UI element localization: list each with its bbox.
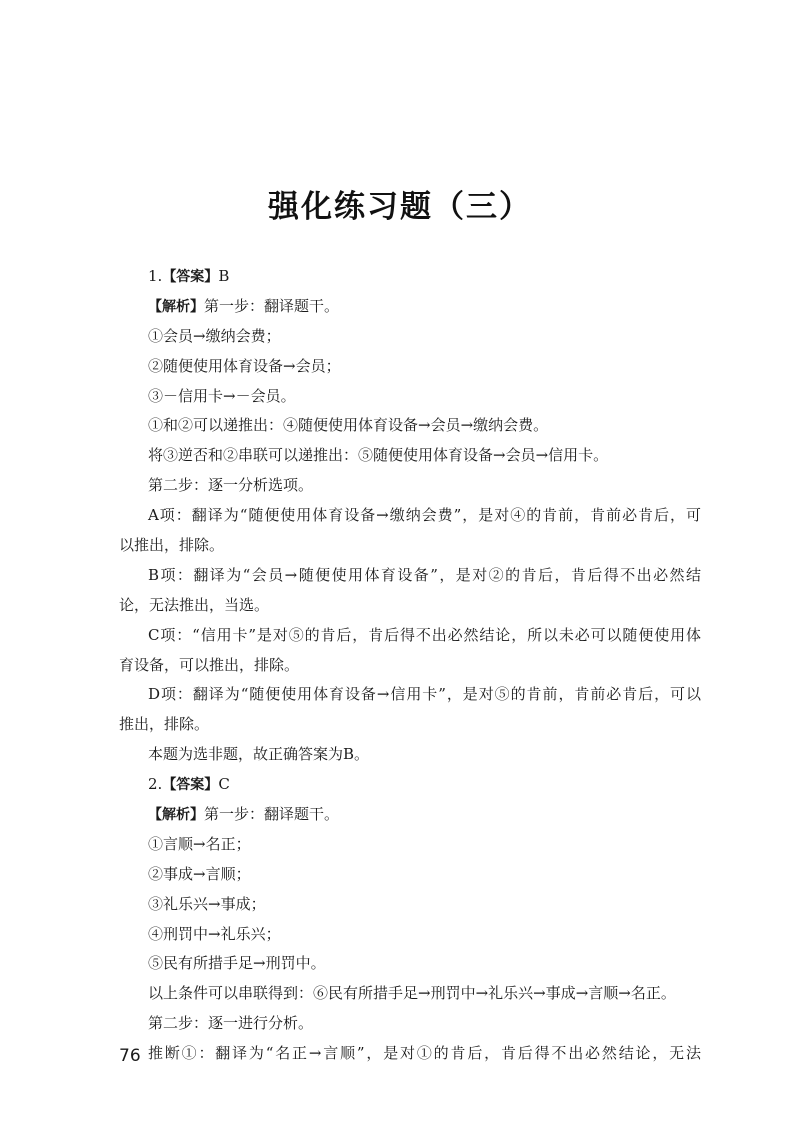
line-text: B项：翻译为“会员→随便使用体育设备”，是对②的肯后，肯后得不出必然结 <box>148 565 701 584</box>
line-text: 第一步：翻译题干。 <box>204 805 340 824</box>
text-line <box>119 322 701 352</box>
text-line <box>119 770 701 800</box>
line-text: A项：翻译为“随便使用体育设备→缴纳会费”，是对④的肯前，肯前必肯后，可 <box>148 506 701 525</box>
line-text: ④刑罚中→礼乐兴； <box>148 924 281 943</box>
line-text: 将③逆否和②串联可以递推出：⑤随便使用体育设备→会员→信用卡。 <box>148 446 609 465</box>
question-number: 2. <box>148 775 163 794</box>
text-line <box>119 471 701 501</box>
text-line <box>119 979 701 1009</box>
line-text: 推出，排除。 <box>119 715 210 734</box>
line-text: ①会员→缴纳会费； <box>148 326 281 345</box>
line-text: 第二步：逐一分析选项。 <box>148 476 314 495</box>
text-line <box>119 860 701 890</box>
section-tag: 【答案】 <box>162 269 219 285</box>
text-line <box>119 651 701 681</box>
text-line <box>119 411 701 441</box>
text-line <box>119 501 701 531</box>
page-number: 76 <box>119 1046 141 1066</box>
line-text: B <box>218 267 230 285</box>
line-text: 推断①：翻译为“名正→言顺”，是对①的肯后，肯后得不出必然结论，无法 <box>148 1044 701 1063</box>
text-line <box>119 262 701 292</box>
text-line <box>119 1039 701 1069</box>
text-line <box>119 710 701 740</box>
line-text: 第一步：翻译题干。 <box>204 296 340 315</box>
text-line <box>119 1009 701 1039</box>
text-line <box>119 949 701 979</box>
line-text: 以上条件可以串联得到：⑥民有所措手足→刑罚中→礼乐兴→事成→言顺→名正。 <box>148 984 676 1003</box>
text-line <box>119 591 701 621</box>
text-line <box>119 800 701 830</box>
line-text: ①和②可以递推出：④随便使用体育设备→会员→缴纳会费。 <box>148 416 549 435</box>
section-tag: 【答案】 <box>162 777 219 794</box>
text-line <box>119 890 701 920</box>
page-title: 强化练习题（三） <box>268 189 532 225</box>
line-text: ①言顺→名正； <box>148 834 251 853</box>
text-line <box>119 680 701 710</box>
text-line <box>119 561 701 591</box>
document-body <box>119 262 701 1069</box>
text-line <box>119 621 701 651</box>
line-text: 论，无法推出，当选。 <box>119 595 270 614</box>
line-text: ②随便使用体育设备→会员； <box>148 356 341 375</box>
text-line <box>119 352 701 382</box>
text-line <box>119 441 701 471</box>
line-text: ③礼乐兴→事成； <box>148 894 266 913</box>
section-tag: 【解析】 <box>148 807 204 824</box>
line-text: ⑤民有所措手足→刑罚中。 <box>148 954 326 973</box>
line-text: C <box>218 775 230 794</box>
line-text: C项：“信用卡”是对⑤的肯后，肯后得不出必然结论，所以未必可以随便使用体 <box>148 625 701 644</box>
line-text: 第二步：逐一进行分析。 <box>148 1014 314 1033</box>
line-text: 本题为选非题，故正确答案为B。 <box>148 745 370 764</box>
line-text: ③－信用卡→－会员。 <box>148 386 296 405</box>
line-text: 以推出，排除。 <box>119 536 225 555</box>
text-line <box>119 740 701 770</box>
text-line <box>119 382 701 412</box>
text-line <box>119 920 701 950</box>
text-line <box>119 292 701 322</box>
line-text: D项：翻译为“随便使用体育设备→信用卡”，是对⑤的肯前，肯前必肯后，可以 <box>148 685 701 704</box>
text-line <box>119 531 701 561</box>
text-line <box>119 830 701 860</box>
question-number: 1. <box>148 267 163 285</box>
section-tag: 【解析】 <box>148 298 204 315</box>
line-text: ②事成→言顺； <box>148 864 251 883</box>
line-text: 育设备，可以推出，排除。 <box>119 655 300 674</box>
